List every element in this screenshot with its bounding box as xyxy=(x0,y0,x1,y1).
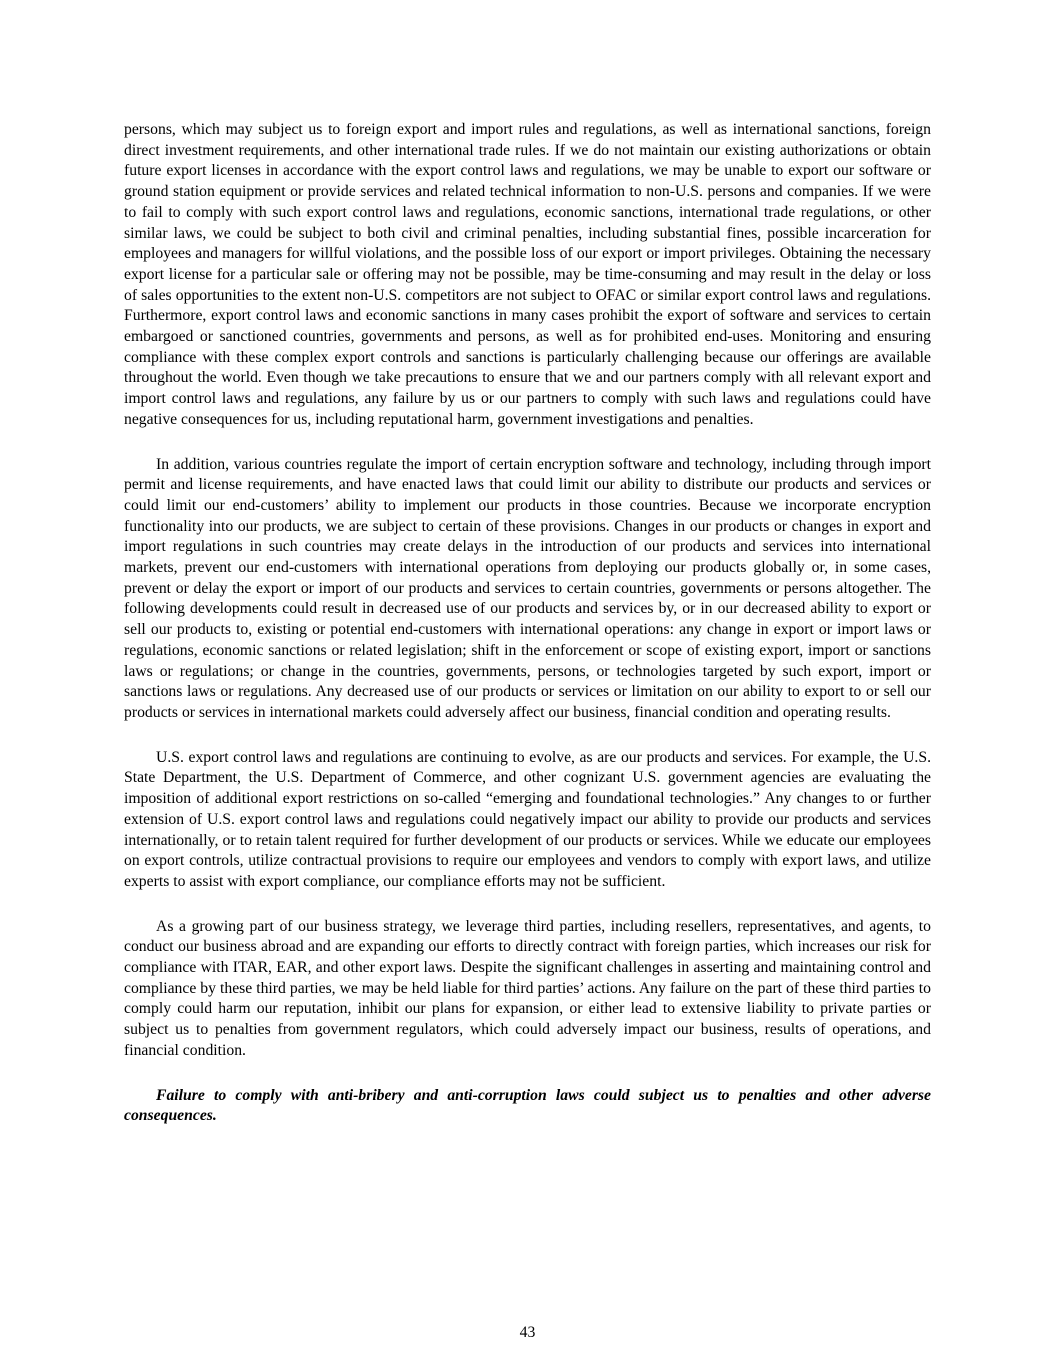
body-paragraph-2: In addition, various countries regulate the import of certain encryption software and technology, including through import permit and license requirements, and have enacted laws that could limit our ability to distribute our products and services or could limit our end-customers’ ability to implement our products in those countries. Because we incorporate encryption functionality into our products, we are subject to certain of these provisions. Changes in our products or changes in export and import regulations in such countries may create delays in the introduction of our products and services into international markets, prevent our end-customers with international operations from deploying our products globally or, in some cases, prevent or delay the export or import of our products and services to certain countries, governments or persons altogether. The following developments could result in decreased use of our products and services by, or in our decreased ability to export or sell our products to, existing or potential end-customers with international operations: any change in export or import laws or regulations, economic sanctions or related legislation; shift in the enforcement or scope of existing export, import or sanctions laws or regulations; or change in the countries, governments, persons, or technologies targeted by such export, import or sanctions laws or regulations. Any decreased use of our products or services or limitation on our ability to export to or sell our products or services in international markets could adversely affect our business, financial condition and operating results. xyxy=(124,455,931,721)
page-body xyxy=(124,120,931,1127)
body-paragraph-3: U.S. export control laws and regulations are continuing to evolve, as are our products and services. For example, the U.S. State Department, the U.S. Department of Commerce, and other cognizant U.S. government agencies are evaluating the imposition of additional export restrictions on so-called “emerging and foundational technologies.” Any changes to or further extension of U.S. export control laws and regulations could negatively impact our ability to provide our products and services internationally, or to retain talent required for further development of our products or services. While we educate our employees on export controls, utilize contractual provisions to require our employees and vendors to comply with export laws, and utilize experts to assist with export compliance, our compliance efforts may not be sufficient. xyxy=(124,748,931,890)
risk-factor-heading: Failure to comply with anti-bribery and anti-corruption laws could subject us to penalties and other adverse consequences. xyxy=(124,1086,931,1125)
body-paragraph-4: As a growing part of our business strategy, we leverage third parties, including resellers, representatives, and agents, to conduct our business abroad and are expanding our efforts to directly contract with foreign parties, which increases our risk for compliance with ITAR, EAR, and other export laws. Despite the significant challenges in asserting and maintaining control and compliance by these third parties, we may be held liable for third parties’ actions. Any failure on the part of these third parties to comply could harm our reputation, inhibit our plans for expansion, or either lead to extensive liability to private parties or subject us to penalties from government regulators, which could adversely impact our business, results of operations, and financial condition. xyxy=(124,917,931,1059)
page-number: 43 xyxy=(519,1324,536,1341)
body-paragraph-1: persons, which may subject us to foreign export and import rules and regulations, as well as international sanctions, foreign direct investment requirements, and other international trade rules. If we do not maintain our existing authorizations or obtain future export licenses in accordance with the export control laws and regulations, we may be unable to export our software or ground station equipment or provide services and related technical information to non-U.S. persons and companies. If we were to fail to comply with such export control laws and regulations, economic sanctions, international trade regulations, or other similar laws, we could be subject to both civil and criminal penalties, including substantial fines, possible incarceration for employees and managers for willful violations, and the possible loss of our export or import privileges. Obtaining the necessary export license for a particular sale or offering may not be possible, may be time-consuming and may result in the delay or loss of sales opportunities to the extent non-U.S. competitors are not subject to OFAC or similar export control laws and regulations. Furthermore, export control laws and economic sanctions in many cases prohibit the export of software and services to certain embargoed or sanctioned countries, governments and persons, as well as for prohibited end-uses. Monitoring and ensuring compliance with these complex export controls and sanctions is particularly challenging because our offerings are available throughout the world. Even though we take precautions to ensure that we and our partners comply with all relevant export and import control laws and regulations, any failure by us or our partners to comply with such laws and regulations could have negative consequences for us, including reputational harm, government investigations and penalties. xyxy=(124,121,931,428)
